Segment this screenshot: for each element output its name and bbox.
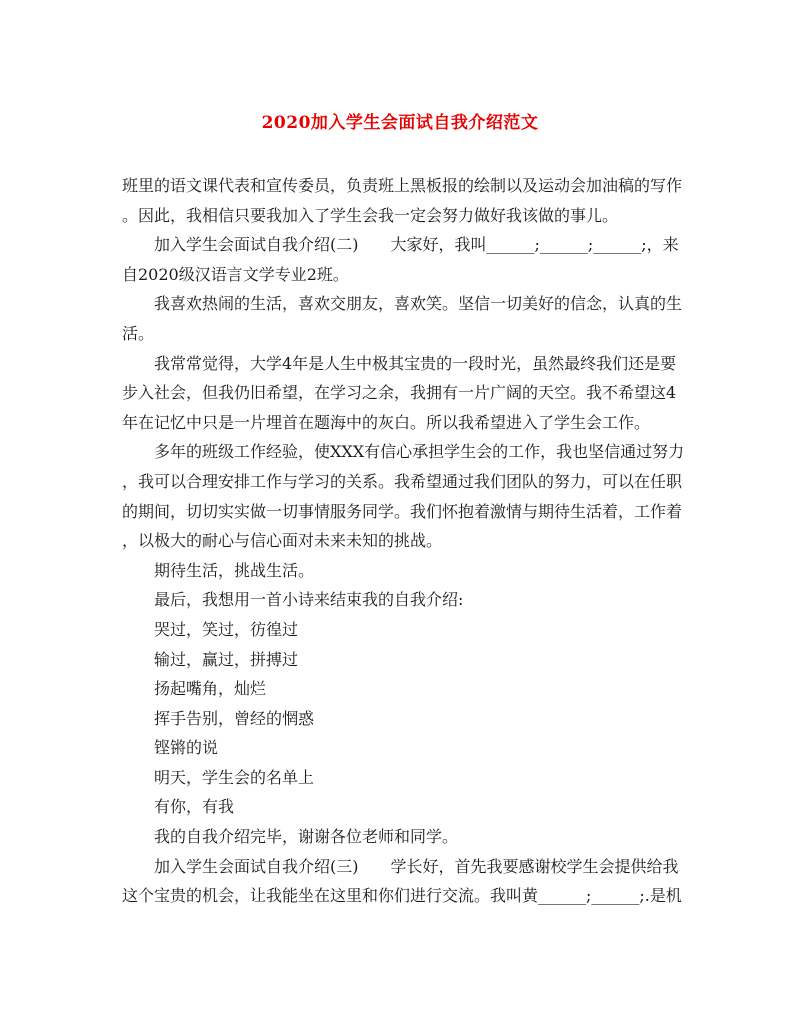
text-line: 期待生活，挑战生活。 [154, 560, 315, 580]
text-line: ，我可以合理安排工作与学习的关系。我希望通过我们团队的努力，可以在任职 [122, 471, 683, 491]
text-line: ，以极大的耐心与信心面对未来未知的挑战。 [122, 531, 443, 551]
text-line: 活。 [122, 323, 155, 343]
text-line: 加入学生会面试自我介绍(三) 学长好，首先我要感谢校学生会提供给我 [154, 856, 679, 876]
text-line: 自2020级汉语言文学专业2班。 [122, 264, 349, 284]
poem-line: 有你，有我 [154, 797, 235, 817]
text-line: 班里的语文课代表和宣传委员，负责班上黑板报的绘制以及运动会加油稿的写作 [122, 176, 683, 195]
text-line: 的期间，切切实实做一切事情服务同学。我们怀抱着激情与期待生活着，工作着 [122, 501, 683, 521]
poem-line: 明天，学生会的名单上 [154, 767, 315, 787]
text-line: 我常常觉得，大学4年是人生中极其宝贵的一段时光，虽然最终我们还是要 [154, 353, 677, 373]
text-line: 最后，我想用一首小诗来结束我的自我介绍: [154, 590, 464, 610]
poem-line: 输过，赢过，拼搏过 [154, 649, 299, 669]
poem-line: 挥手告别，曾经的惘惑 [154, 708, 315, 728]
document-title: 2020加入学生会面试自我介绍范文 [261, 113, 539, 133]
text-line: 步入社会，但我仍旧希望，在学习之余，我拥有一片广阔的天空。我不希望这4 [122, 383, 677, 403]
text-line: 这个宝贵的机会，让我能坐在这里和你们进行交流。我叫黄______;______;.是机 [122, 886, 682, 906]
text-line: 我的自我介绍完毕，谢谢各位老师和同学。 [154, 827, 459, 847]
text-line: 我喜欢热闹的生活，喜欢交朋友，喜欢笑。坚信一切美好的信念，认真的生 [154, 294, 683, 314]
text-line: 多年的班级工作经验，使XXX有信心承担学生会的工作，我也坚信通过努力 [154, 442, 685, 462]
text-line: 。因此，我相信只要我加入了学生会我一定会努力做好我该做的事儿。 [122, 205, 619, 225]
document-body [122, 171, 685, 911]
text-line: 加入学生会面试自我介绍(二) 大家好，我叫______;______;______;，来 [154, 235, 679, 255]
poem-line: 铿锵的说 [154, 738, 219, 758]
poem-line: 扬起嘴角，灿烂 [154, 679, 267, 699]
poem-line: 哭过，笑过，彷徨过 [154, 619, 299, 639]
text-line: 年在记忆中只是一片埋首在题海中的灰白。所以我希望进入了学生会工作。 [122, 412, 651, 432]
